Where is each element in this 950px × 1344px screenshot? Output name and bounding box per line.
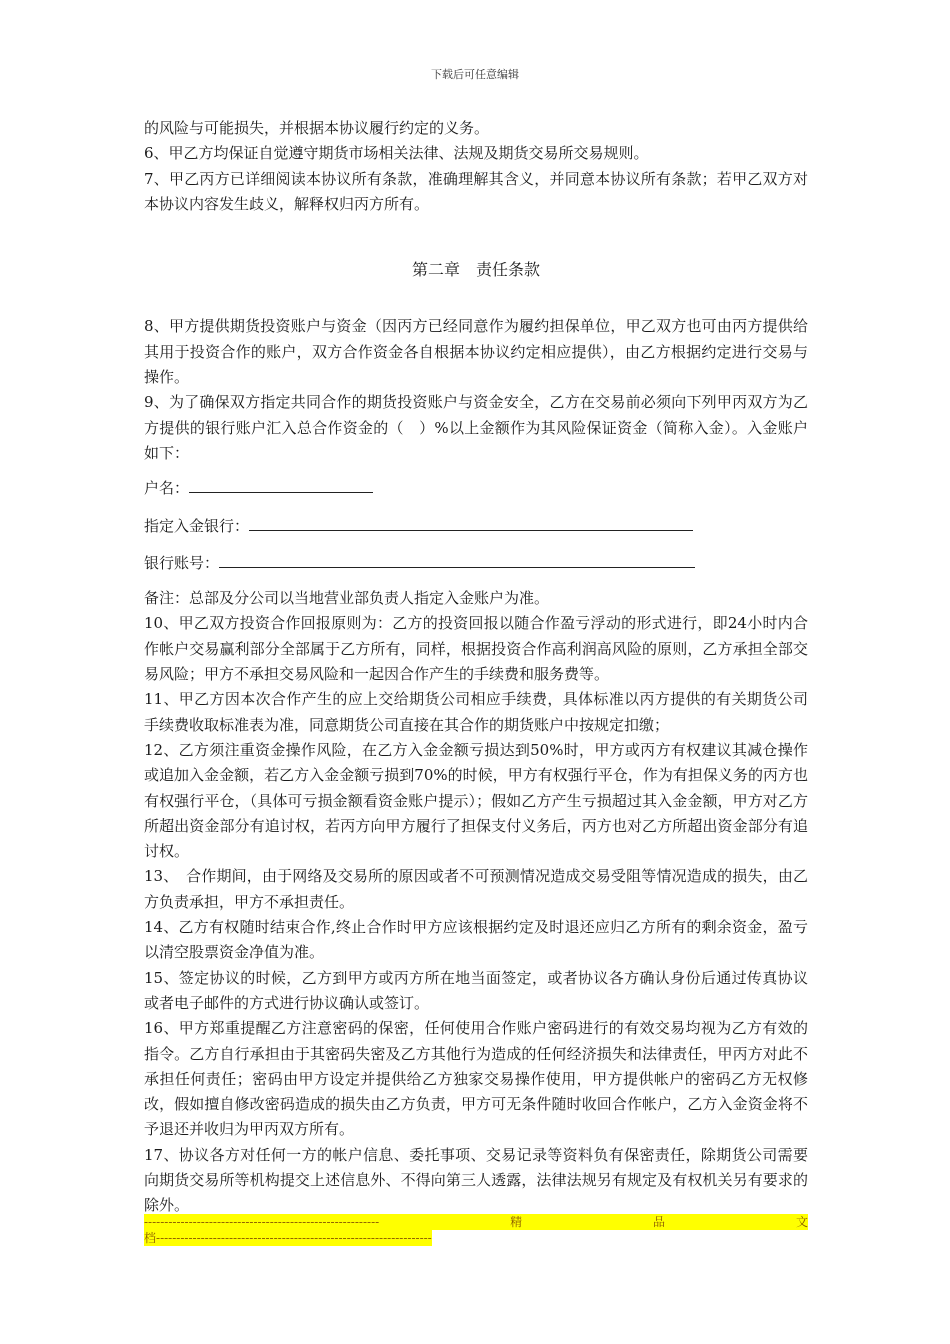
clause-10: 10、甲乙双方投资合作回报原则为：乙方的投资回报以随合作盈亏浮动的形式进行，即24小时内合作帐户交易赢利部分全部属于乙方所有，同样，根据投资合作高利润高风险的原则，乙方承担全部交易风险；甲方不承担交易风险和一起因合作产生的手续费和服务费等。 bbox=[144, 614, 808, 684]
footer-char: 文 bbox=[795, 1215, 808, 1229]
clause-9: 9、为了确保双方指定共同合作的期货投资账户与资金安全，乙方在交易前必须向下列甲丙双方为乙方提供的银行账户汇入总合作资金的（ ）%以上金额作为其风险保证资金（简称入金）。入金账户如下： bbox=[144, 393, 808, 462]
footer-line-1 bbox=[144, 1214, 808, 1230]
account-number-field bbox=[144, 551, 808, 576]
clause-11: 11、甲乙方因本次合作产生的应上交给期货公司相应手续费，具体标准以丙方提供的有关期货公司手续费收取标准表为准，同意期货公司直接在其合作的期货账户中按规定扣缴； bbox=[144, 690, 808, 734]
footer-char: 精 bbox=[510, 1215, 523, 1229]
clause-17: 17、协议各方对任何一方的帐户信息、委托事项、交易记录等资料负有保密责任，除期货公司需要向期货交易所等机构提交上述信息外、不得向第三人透露，法律法规另有规定及有权机关另有要求的除外。 bbox=[144, 1145, 808, 1215]
account-number-label: 银行账号： bbox=[144, 553, 220, 572]
paragraph: 的风险与可能损失，并根据本协议履行约定的义务。 bbox=[144, 119, 490, 137]
clause-6: 6、甲乙方均保证自觉遵守期货市场相关法律、法规及期货交易所交易规则。 bbox=[144, 144, 649, 163]
account-name-field bbox=[144, 476, 808, 501]
footer-line-2 bbox=[144, 1230, 432, 1246]
clause-8: 8、甲方提供期货投资账户与资金（因丙方已经同意作为履约担保单位，甲乙双方也可由丙方提供给其用于投资合作的账户，双方合作资金各自根据本协议约定相应提供），由乙方根据约定进行交易与操作。 bbox=[144, 317, 808, 387]
bank-field bbox=[144, 514, 808, 539]
clause-13: 13、 合作期间，由于网络及交易所的原因或者不可预测情况造成交易受阻等情况造成的损失，由乙方负责承担，甲方不承担责任。 bbox=[144, 867, 808, 911]
document-body bbox=[144, 116, 808, 1219]
footer-dashes: ---------------------------------------------------------- bbox=[144, 1215, 380, 1229]
chapter-title: 第二章 责任条款 bbox=[411, 260, 540, 280]
clause-15: 15、签定协议的时候，乙方到甲方或丙方所在地当面签定，或者协议各方确认身份后通过传真协议或者电子邮件的方式进行协议确认或签订。 bbox=[144, 968, 808, 1012]
clause-12: 12、乙方须注重资金操作风险，在乙方入金金额亏损达到50%时，甲方或丙方有权建议其减仓操作或追加入金金额，若乙方入金金额亏损到70%的时候，甲方有权强行平仓，作为有担保义务的丙方也有权强行平仓，（具体可亏损金额看资金账户提示）；假如乙方产生亏损超过其入金金额，甲方对乙方所超出资金部分有追讨权，若丙方向甲方履行了担保支付义务后，丙方也对乙方所超出资金部分有追讨权。 bbox=[144, 740, 808, 861]
footer-watermark bbox=[144, 1214, 808, 1246]
clause-16: 16、甲方郑重提醒乙方注意密码的保密，任何使用合作账户密码进行的有效交易均视为乙方有效的指令。乙方自行承担由于其密码失密及乙方其他行为造成的任何经济损失和法律责任，甲丙方对此不承担任何责任；密码由甲方设定并提供给乙方独家交易操作使用，甲方提供帐户的密码乙方无权修改，假如擅自修改密码造成的损失由乙方负责，甲方可无条件随时收回合作帐户，乙方入金资金将不予退还并收归为甲丙双方所有。 bbox=[144, 1019, 808, 1139]
clause-14: 14、乙方有权随时结束合作,终止合作时甲方应该根据约定及时退还应归乙方所有的剩余资金，盈亏以清空股票资金净值为准。 bbox=[144, 918, 808, 962]
remark: 备注：总部及分公司以当地营业部负责人指定入金账户为准。 bbox=[144, 589, 550, 608]
page-header-note: 下载后可任意编辑 bbox=[431, 68, 519, 81]
account-name-label: 户名： bbox=[144, 479, 190, 498]
footer-dashes: -------------------------------------------------------------------- bbox=[156, 1231, 432, 1245]
account-number-blank bbox=[219, 551, 695, 568]
clause-7: 7、甲乙丙方已详细阅读本协议所有条款，准确理解其含义，并同意本协议所有条款；若甲乙双方对本协议内容发生歧义，解释权归丙方所有。 bbox=[144, 169, 808, 213]
footer-char: 档 bbox=[144, 1231, 157, 1245]
bank-label: 指定入金银行： bbox=[144, 516, 250, 535]
account-name-blank bbox=[189, 476, 373, 493]
footer-char: 品 bbox=[653, 1215, 666, 1229]
bank-blank bbox=[249, 514, 693, 531]
